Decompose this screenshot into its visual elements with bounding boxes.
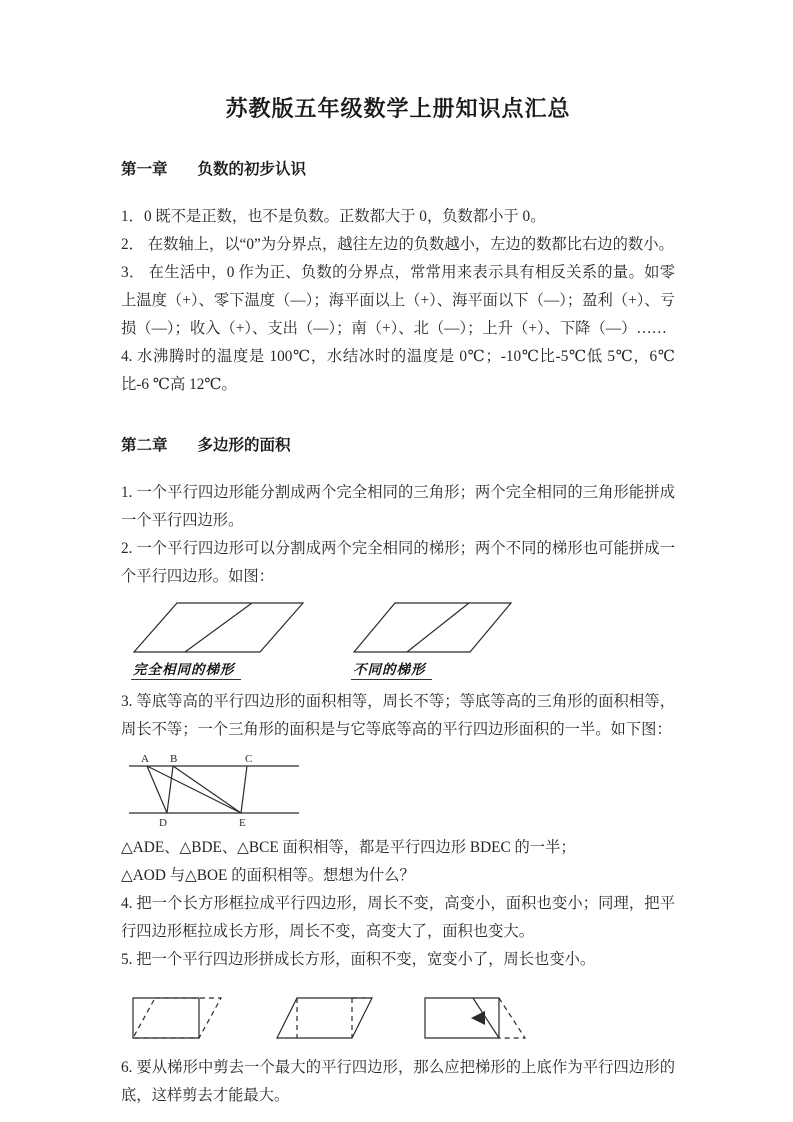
identical-trapezoids-diagram <box>131 601 309 655</box>
chapter1-number: 第一章 <box>121 161 168 178</box>
figure-shape-transformations <box>131 988 675 1044</box>
ch2-item-6: 6. 要从梯形中剪去一个最大的平行四边形，那么应把梯形的上底作为平行四边形的底，这样剪去才能最大。 <box>121 1059 675 1104</box>
ch2-item-4: 4. 把一个长方形框拉成平行四边形，周长不变，高变小，面积也变小；同理，把平行四边形框拉成长方形，周长不变，高变大了，面积也变大。 <box>121 895 675 940</box>
ch1-item-1: 1．0 既不是正数，也不是负数。正数都大于 0，负数都小于 0。 <box>121 208 546 225</box>
ch2-item-3: 3. 等底等高的平行四边形的面积相等，周长不等；等底等高的三角形的面积相等，周长不等；一个三角形的面积是与它等底等高的平行四边形面积的一半。如下图： <box>121 693 675 738</box>
figure-equal-triangles <box>127 752 675 830</box>
ch2-note-1: △ADE、△BDE、△BCE 面积相等，都是平行四边形 BDEC 的一半； <box>121 839 576 856</box>
equal-triangles-diagram <box>127 752 317 830</box>
ch2-note-2: △AOD 与△BOE 的面积相等。想想为什么？ <box>121 867 415 884</box>
figure-trapezoid-split <box>131 601 675 680</box>
different-trapezoids-diagram <box>351 601 515 655</box>
chapter2-body <box>121 479 675 1110</box>
identical-trapezoids-label: 完全相同的梯形 <box>131 657 241 680</box>
ch2-item-5: 5. 把一个平行四边形拼成长方形，面积不变，宽变小了，周长也变小。 <box>121 951 596 968</box>
ch2-item-1: 1. 一个平行四边形能分割成两个完全相同的三角形；两个完全相同的三角形能拼成一个平行四边形。 <box>121 484 675 529</box>
move-left-arrow-icon <box>471 1011 485 1025</box>
ch1-item-4: 4. 水沸腾时的温度是 100℃，水结冰时的温度是 0℃；-10℃比-5℃低 5℃，6℃比-6 ℃高 12℃。 <box>121 348 675 393</box>
chapter1-body <box>121 203 675 399</box>
chapter2-heading <box>121 433 675 455</box>
point-label-d: D <box>159 817 167 829</box>
chapter2-title: 多边形的面积 <box>197 437 291 454</box>
page-title: 苏教版五年级数学上册知识点汇总 <box>225 96 571 121</box>
ch1-item-2: 2． 在数轴上，以“0”为分界点，越往左边的负数越小，左边的数都比右边的数小。 <box>121 236 674 253</box>
parallelogram-to-rectangle-diagram <box>275 988 375 1044</box>
chapter1-heading <box>121 157 675 179</box>
ch2-item-2: 2. 一个平行四边形可以分割成两个完全相同的梯形；两个不同的梯形也可能拼成一个平行四边形。如图： <box>121 540 675 585</box>
figure-different-trapezoids <box>351 601 515 680</box>
point-label-c: C <box>245 753 253 765</box>
chapter2-number: 第二章 <box>121 437 168 454</box>
figure-identical-trapezoids <box>131 601 309 680</box>
point-label-b: B <box>170 753 178 765</box>
chapter1-title: 负数的初步认识 <box>197 161 307 178</box>
ch1-item-3: 3． 在生活中，0 作为正、负数的分界点，常常用来表示具有相反关系的量。如零上温度（+）、零下温度（—）；海平面以上（+）、海平面以下（—）；盈利（+）、亏损（—）；收入（+）、支出（—）；南（+）、北（—）；上升（+）、下降（—）…… <box>121 264 675 337</box>
point-label-a: A <box>141 753 149 765</box>
point-label-e: E <box>239 817 246 829</box>
rectangle-to-parallelogram-diagram <box>131 988 227 1044</box>
different-trapezoids-label: 不同的梯形 <box>351 657 432 680</box>
cut-and-move-triangle-diagram <box>423 988 533 1044</box>
